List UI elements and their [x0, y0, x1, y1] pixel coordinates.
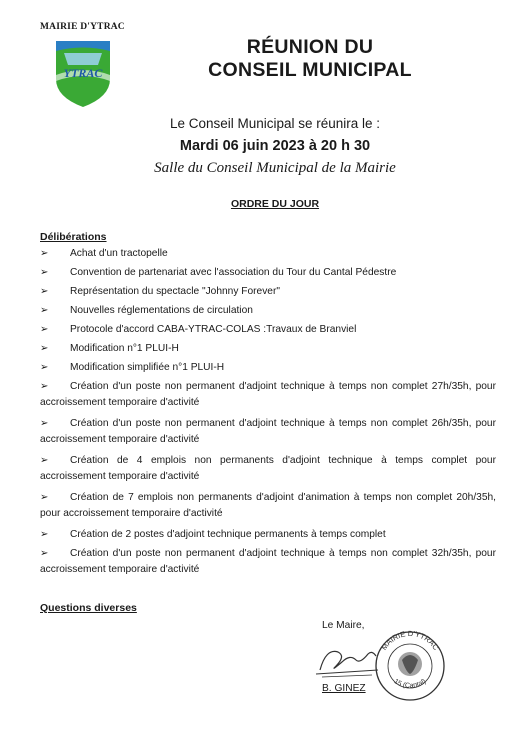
list-item-text: Création d'un poste non permanent d'adjoint technique à temps non complet 32h/35h, pour accroissement temporaire d'activité — [40, 548, 496, 575]
stamp-top-text: MAIRIE D'YTRAC — [379, 628, 441, 652]
official-stamp — [372, 624, 448, 704]
list-item — [40, 303, 496, 322]
list-item-text: Modification simplifiée n°1 PLUI-H — [70, 362, 225, 373]
signatory-name: B. GINEZ — [322, 683, 366, 694]
title-line-2: CONSEIL MUNICIPAL — [208, 59, 412, 81]
arrow-bullet-icon: ➢ — [40, 248, 49, 259]
arrow-bullet-icon: ➢ — [40, 267, 49, 278]
arrow-bullet-icon: ➢ — [40, 418, 49, 429]
list-item — [40, 341, 496, 360]
list-item — [40, 490, 496, 522]
list-item-text: Création d'un poste non permanent d'adjoint technique à temps non complet 27h/35h, pour accroissement temporaire d'activité — [40, 381, 496, 408]
list-item-text: Représentation du spectacle "Johnny Forever" — [70, 286, 280, 297]
arrow-bullet-icon: ➢ — [40, 548, 49, 559]
arrow-bullet-icon: ➢ — [40, 343, 49, 354]
list-item-text: Protocole d'accord CABA-YTRAC-COLAS :Travaux de Branviel — [70, 324, 357, 335]
list-item — [40, 265, 496, 284]
signatory-role: Le Maire, — [322, 620, 365, 631]
mairie-label: MAIRIE D'YTRAC — [40, 22, 125, 32]
list-item-text: Nouvelles réglementations de circulation — [70, 305, 253, 316]
list-item-text: Création d'un poste non permanent d'adjoint technique à temps non complet 26h/35h, pour accroissement temporaire d'activité — [40, 418, 496, 445]
list-item — [40, 284, 496, 303]
list-item-text: Création de 4 emplois non permanents d'adjoint technique à temps complet pour accroissement temporaire d'activité — [40, 455, 496, 482]
deliberations-list — [40, 246, 496, 583]
arrow-bullet-icon: ➢ — [40, 362, 49, 373]
list-item — [40, 379, 496, 411]
arrow-bullet-icon: ➢ — [40, 286, 49, 297]
questions-heading: Questions diverses — [40, 602, 137, 614]
list-item-text: Modification n°1 PLUI-H — [70, 343, 179, 354]
title-line-1: RÉUNION DU — [246, 36, 374, 58]
list-item — [40, 360, 496, 379]
list-item — [40, 322, 496, 341]
arrow-bullet-icon: ➢ — [40, 492, 49, 503]
arrow-bullet-icon: ➢ — [40, 305, 49, 316]
meeting-location: Salle du Conseil Municipal de la Mairie — [154, 160, 396, 176]
list-item — [40, 546, 496, 578]
svg-text:15 (Cantal) — [393, 678, 428, 690]
arrow-bullet-icon: ➢ — [40, 455, 49, 466]
agenda-heading: ORDRE DU JOUR — [230, 198, 320, 210]
arrow-bullet-icon: ➢ — [40, 381, 49, 392]
list-item — [40, 527, 496, 546]
logo-text: YTRAC — [63, 66, 103, 80]
ytrac-logo — [52, 35, 114, 109]
deliberations-heading: Délibérations — [40, 231, 107, 243]
convocation-intro: Le Conseil Municipal se réunira le : — [169, 116, 381, 131]
arrow-bullet-icon: ➢ — [40, 529, 49, 540]
stamp-bottom-text: 15 (Cantal) — [392, 678, 428, 690]
list-item — [40, 246, 496, 265]
list-item-text: Achat d'un tractopelle — [70, 248, 168, 259]
svg-text:MAIRIE D'YTRAC — [379, 629, 441, 652]
page-title — [160, 36, 460, 82]
list-item — [40, 453, 496, 485]
list-item-text: Création de 7 emplois non permanents d'adjoint d'animation à temps non complet 20h/35h, pour accroissement temporaire d'activité — [40, 492, 496, 519]
meeting-date: Mardi 06 juin 2023 à 20 h 30 — [179, 138, 371, 154]
list-item-text: Création de 2 postes d'adjoint technique permanents à temps complet — [70, 529, 386, 540]
list-item-text: Convention de partenariat avec l'association du Tour du Cantal Pédestre — [70, 267, 397, 278]
list-item — [40, 416, 496, 448]
arrow-bullet-icon: ➢ — [40, 324, 49, 335]
